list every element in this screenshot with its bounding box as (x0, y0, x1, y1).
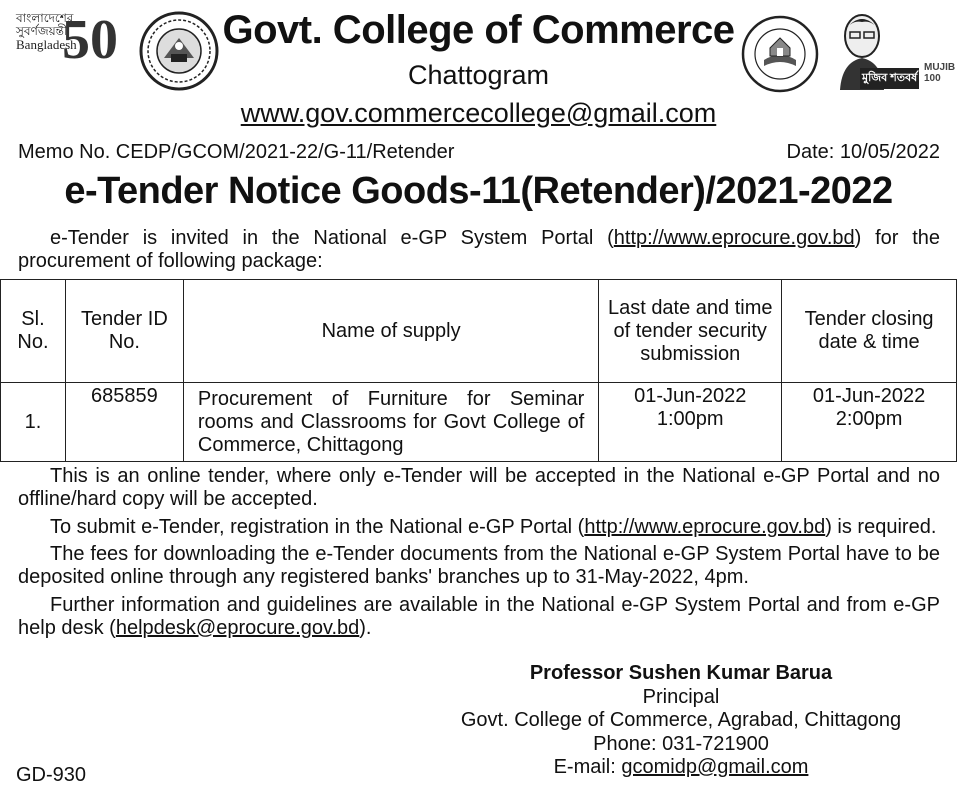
eprocure-link-2[interactable]: http://www.eprocure.gov.bd (584, 516, 826, 538)
header-closing: Tender closing date & time (782, 280, 957, 383)
header-supply: Name of supply (183, 280, 598, 383)
anniversary-logo-line1: বাংলাদেশের (16, 11, 74, 25)
signatory-name: Professor Sushen Kumar Barua (529, 662, 833, 684)
signatory-address: Govt. College of Commerce, Agrabad, Chittagong (460, 709, 902, 731)
table-header-row (1, 280, 957, 383)
paragraph-further-info (18, 594, 940, 640)
college-email-wrap (0, 98, 957, 129)
intro-text-before: e-Tender is invited in the National e-GP System Portal ( (50, 227, 614, 249)
header-sl: Sl. No. (1, 280, 66, 383)
anniversary-50-mark: 50 (62, 9, 118, 71)
intro-paragraph (18, 227, 940, 273)
signatory-phone: Phone: 031-721900 (593, 732, 769, 755)
cell-tender-id: 685859 (65, 383, 183, 462)
memo-date: Date: 10/05/2022 (786, 141, 940, 163)
tender-table (0, 279, 957, 462)
college-city: Chattogram (407, 60, 550, 90)
cell-closing-datetime (782, 383, 957, 462)
mujib-logo-bangla: মুজিব শতবর্ষ (860, 68, 919, 89)
paragraph-online-tender: This is an online tender, where only e-Tender will be accepted in the National e-GP Portal and no offline/hard copy will be accepted. (18, 465, 940, 510)
memo-number: Memo No. CEDP/GCOM/2021-22/G-11/Retender (18, 141, 455, 163)
anniversary-logo-line3: Bangladesh (16, 37, 77, 52)
paragraph-registration (18, 516, 940, 539)
helpdesk-email-link[interactable]: helpdesk@eprocure.gov.bd (115, 617, 360, 639)
signatory-email-link[interactable]: gcomidp@gmail.com (621, 756, 809, 778)
closing-time: 2:00pm (835, 408, 903, 430)
header-security-date: Last date and time of tender security submission (599, 280, 782, 383)
security-time: 1:00pm (656, 408, 724, 430)
signatory-email-line (420, 756, 942, 780)
email-label: E-mail: (553, 756, 622, 778)
paragraph-fees: The fees for downloading the e-Tender documents from the National e-GP System Portal have to be deposited online through any registered banks' branches up to 31-May-2022, 4pm. (18, 543, 940, 588)
p2-text-after: ) is required. (825, 516, 937, 538)
intro-text-after: ) for the procurement of following package: (18, 227, 940, 272)
footer-code: GD-930 (16, 764, 87, 786)
p4-text-before: Further information and guidelines are available in the National e-GP System Portal and from e-GP help desk ( (18, 594, 940, 639)
table-row (1, 383, 957, 462)
notice-title: e-Tender Notice Goods-11(Retender)/2021-2022 (64, 170, 893, 212)
cell-supply: Procurement of Furniture for Seminar rooms and Classrooms for Govt College of Commerce, Chittagong (183, 383, 598, 462)
anniversary-logo-line2: সুবর্ণজয়ন্তী (16, 24, 68, 38)
p2-text-before: To submit e-Tender, registration in the National e-GP Portal ( (50, 516, 585, 538)
cell-sl: 1. (1, 383, 66, 462)
college-email-link[interactable]: www.gov.commercecollege@gmail.com (240, 98, 717, 128)
header-tender-id: Tender ID No. (65, 280, 183, 383)
eprocure-link[interactable]: http://www.eprocure.gov.bd (613, 227, 855, 249)
p4-text-after: ). (359, 617, 372, 639)
signature-block (420, 662, 942, 780)
college-name: Govt. College of Commerce (222, 8, 735, 52)
mujib-logo-latin: MUJIB 100 (924, 62, 956, 84)
security-date: 01-Jun-2022 (634, 385, 747, 407)
cell-security-datetime (599, 383, 782, 462)
closing-date: 01-Jun-2022 (812, 385, 926, 407)
signatory-title: Principal (642, 685, 720, 708)
